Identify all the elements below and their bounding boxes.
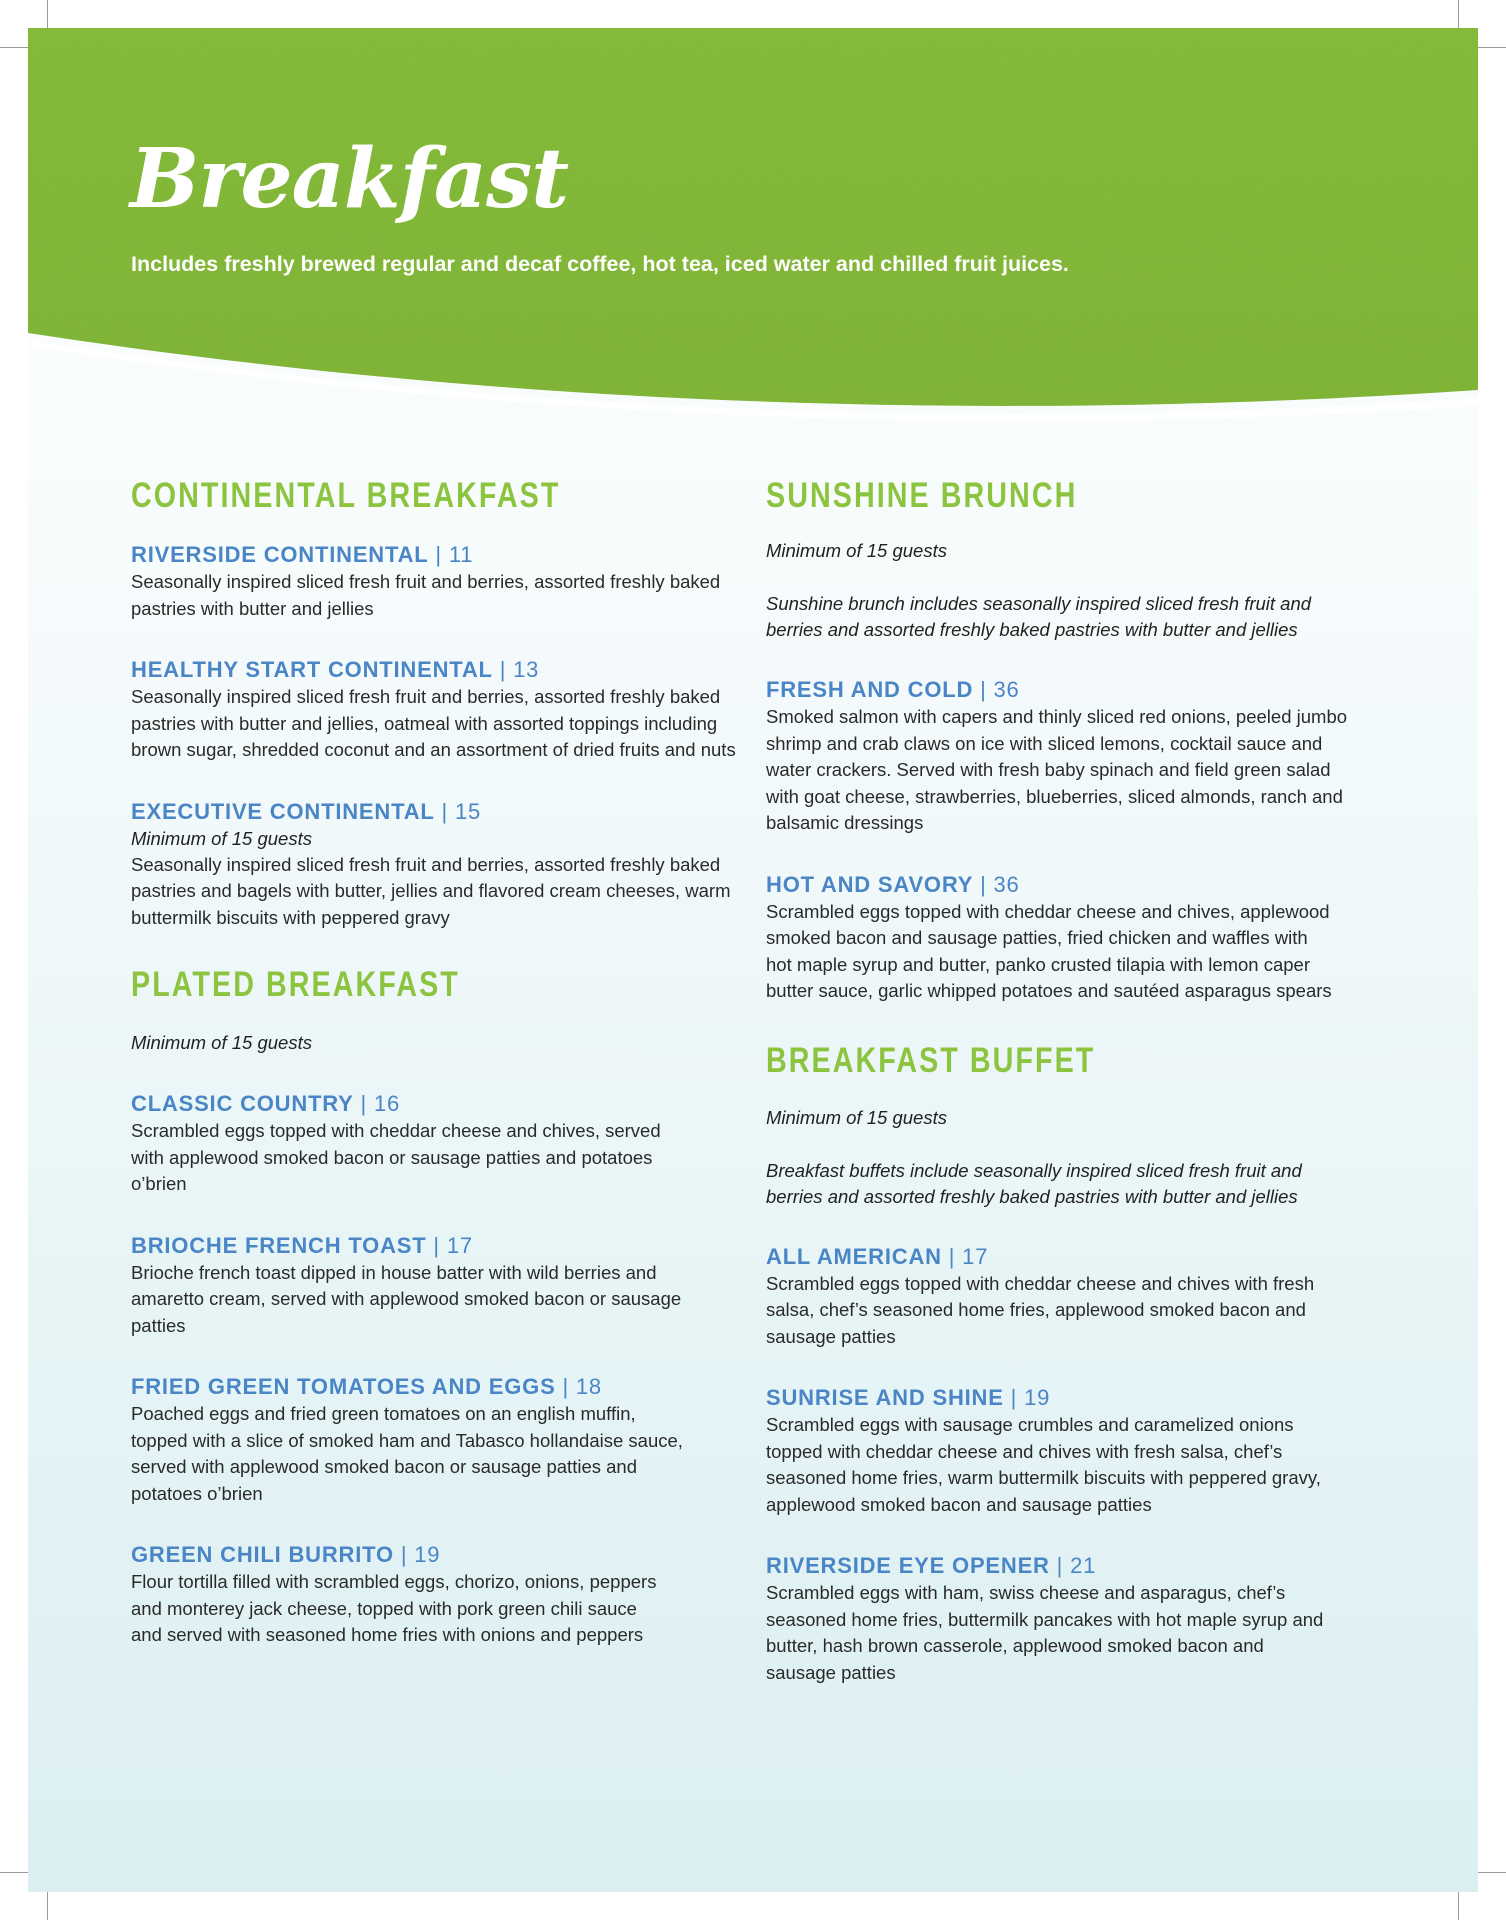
menu-item-title: FRIED GREEN TOMATOES AND EGGS | 18 [131,1374,602,1399]
left-column [131,478,771,1649]
menu-item-description: Flour tortilla filled with scrambled eggs, chorizo, onions, peppers and monterey jack cheese, topped with pork green chili sauce and served with seasoned home fries with onions and peppers [131,1571,657,1645]
menu-item-name: RIVERSIDE CONTINENTAL [131,542,429,567]
right-column [766,478,1406,1686]
menu-item-name: GREEN CHILI BURRITO [131,1542,394,1567]
menu-item-name: SUNRISE AND SHINE [766,1385,1004,1410]
menu-item-name: RIVERSIDE EYE OPENER [766,1553,1050,1578]
header-banner [28,28,1478,438]
menu-item-title: ALL AMERICAN | 17 [766,1243,989,1269]
menu-item-title: CLASSIC COUNTRY | 16 [131,1091,401,1116]
menu-item [131,541,771,622]
menu-item [766,871,1406,1005]
menu-item-description: Poached eggs and fried green tomatoes on an english muffin, topped with a slice of smoked ham and Tabasco hollandaise sauce, served with applewood smoked bacon or sausage patties and potatoes o’brien [131,1403,683,1504]
menu-item-description: Scrambled eggs topped with cheddar cheese and chives with fresh salsa, chef’s seasoned home fries, applewood smoked bacon and sausage patties [766,1272,1315,1347]
section-note: Minimum of 15 guests [131,1032,312,1053]
menu-item-description: Seasonally inspired sliced fresh fruit and berries, assorted freshly baked pastries with butter and jellies, oatmeal with assorted toppings including brown sugar, shredded coconut and an assortment of dried fruits and nuts [131,686,736,760]
menu-item-price: 15 [454,798,482,824]
menu-item [766,1552,1406,1686]
section-title-continental: CONTINENTAL BREAKFAST [131,476,561,515]
menu-item [131,1541,771,1649]
crop-mark [1474,1872,1506,1873]
menu-item-price: 18 [575,1374,602,1399]
menu-item-description: Smoked salmon with capers and thinly sliced red onions, peeled jumbo shrimp and crab claws on ice with sliced lemons, cocktail sauce and water crackers. Served with fresh baby spinach and field green salad with goat cheese, strawberries, blueberries, sliced almonds, ranch and balsamic dressings [766,706,1348,833]
section-note: Minimum of 15 guests [766,1106,947,1128]
menu-item-name: CLASSIC COUNTRY [131,1091,354,1116]
menu-item-title: HOT AND SAVORY | 36 [766,871,1020,897]
menu-item [766,1384,1406,1518]
menu-item-price: 16 [373,1091,401,1116]
menu-item-description: Scrambled eggs with sausage crumbles and caramelized onions topped with cheddar cheese and chives with fresh salsa, chef’s seasoned home fries, warm buttermilk biscuits with peppered gravy, applewood smoked bacon and sausage patties [766,1414,1321,1515]
menu-item [131,1232,771,1340]
section-title-plated: PLATED BREAKFAST [131,965,460,1004]
menu-item-price: 17 [446,1232,473,1258]
section-note: Minimum of 15 guests [766,540,947,561]
section-title-brunch: SUNSHINE BRUNCH [766,476,1078,515]
menu-item-name: FRESH AND COLD [766,677,974,702]
menu-item [131,1373,771,1507]
page-title: Breakfast [130,131,569,227]
menu-item-price: 13 [513,657,540,682]
menu-item-minimum: Minimum of 15 guests [131,827,312,849]
crop-mark [1458,1888,1459,1920]
menu-item-title: RIVERSIDE EYE OPENER | 21 [766,1553,1097,1578]
menu-item-title: GREEN CHILI BURRITO | 19 [131,1542,441,1567]
menu-item-price: 19 [414,1542,441,1567]
menu-item [766,1243,1406,1351]
menu-item-title: SUNRISE AND SHINE | 19 [766,1385,1051,1410]
menu-item-title: HEALTHY START CONTINENTAL | 13 [131,657,540,682]
menu-item-title: RIVERSIDE CONTINENTAL | 11 [131,542,474,567]
menu-item-name: HEALTHY START CONTINENTAL [131,657,493,682]
menu-item-description: Scrambled eggs with ham, swiss cheese and asparagus, chef’s seasoned home fries, buttermilk pancakes with hot maple syrup and butter, hash brown casserole, applewood smoked bacon and sausage patties [766,1582,1324,1683]
section-title-buffet: BREAKFAST BUFFET [766,1040,1096,1080]
menu-item-price: 11 [448,542,474,567]
menu-item-name: FRIED GREEN TOMATOES AND EGGS [131,1374,556,1399]
section-intro: Breakfast buffets include seasonally inspired sliced fresh fruit and berries and assorted freshly baked pastries with butter and jellies [766,1159,1302,1207]
menu-item-price: 21 [1070,1553,1097,1578]
menu-item [131,656,771,764]
menu-item-description: Scrambled eggs topped with cheddar cheese and chives, served with applewood smoked bacon or sausage patties and potatoes o’brien [131,1120,661,1194]
menu-item-title: BRIOCHE FRENCH TOAST | 17 [131,1232,473,1258]
menu-item-price: 36 [993,677,1020,702]
menu-item-title: FRESH AND COLD | 36 [766,677,1020,702]
crop-mark [47,1888,48,1920]
menu-item-description: Brioche french toast dipped in house batter with wild berries and amaretto cream, served with applewood smoked bacon or sausage patties [131,1261,682,1336]
menu-page [28,28,1478,1892]
menu-item-title: EXECUTIVE CONTINENTAL | 15 [131,798,482,824]
menu-item-name: BRIOCHE FRENCH TOAST [131,1232,427,1258]
page-subtitle: Includes freshly brewed regular and decaf coffee, hot tea, iced water and chilled fruit juices. [131,252,1069,276]
menu-item-price: 36 [993,871,1020,897]
menu-item-name: EXECUTIVE CONTINENTAL [131,798,435,824]
menu-item [131,798,771,932]
menu-item-name: HOT AND SAVORY [766,871,974,897]
menu-item [131,1090,771,1198]
menu-item-name: ALL AMERICAN [766,1243,942,1269]
section-intro: Sunshine brunch includes seasonally inspired sliced fresh fruit and berries and assorted freshly baked pastries with butter and jellies [766,593,1312,640]
menu-item-price: 19 [1024,1385,1051,1410]
crop-mark [1474,47,1506,48]
menu-item-description: Seasonally inspired sliced fresh fruit and berries, assorted freshly baked pastries and bagels with butter, jellies and flavored cream cheeses, warm buttermilk biscuits with peppered gravy [131,853,731,928]
menu-item-description: Seasonally inspired sliced fresh fruit and berries, assorted freshly baked pastries with butter and jellies [131,571,721,619]
menu-item-description: Scrambled eggs topped with cheddar cheese and chives, applewood smoked bacon and sausage patties, fried chicken and waffles with hot maple syrup and butter, panko crusted tilapia with lemon caper butter sauce, garlic whipped potatoes and sautéed asparagus spears [766,900,1332,1001]
menu-item [766,676,1406,837]
menu-item-price: 17 [962,1243,989,1269]
